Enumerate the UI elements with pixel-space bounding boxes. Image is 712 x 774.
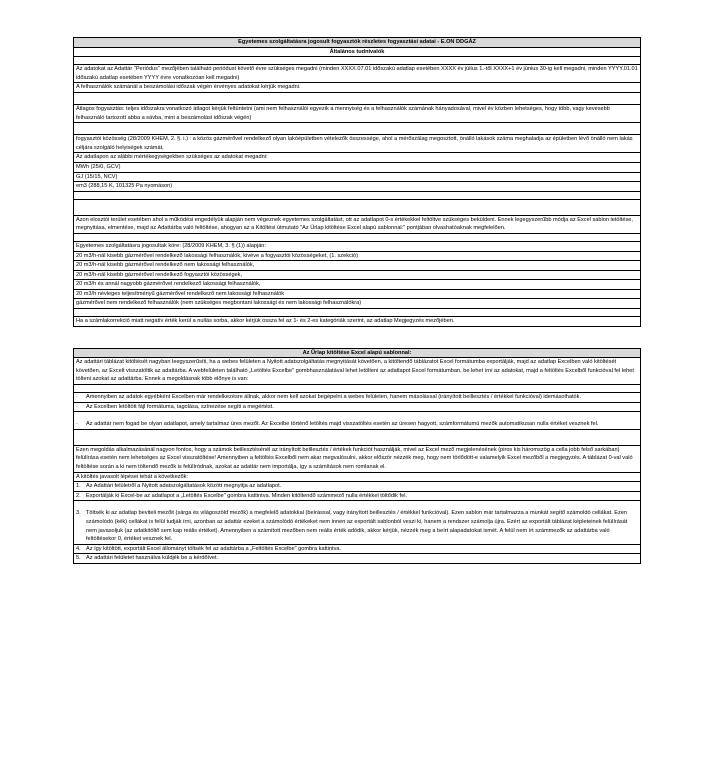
eligible-item-5: 20 m3/h névleges teljesítményű gázmérővel rendelkező nem lakossági felhasználók — [73, 290, 641, 300]
unit-mwh: MWh (25/0, GCV) — [73, 163, 641, 173]
steps-heading: A kitöltés javasolt lépései tehát a következők: — [73, 473, 641, 483]
eligible-item-1: 20 m3/h-nál kisebb gázmérővel rendelkező lakossági felhasználók, kivéve a fogyasztói közösségeket, (1. szekció) — [73, 252, 641, 262]
blank-row — [73, 123, 641, 135]
section-general-info-title: Általános tudnivalók — [73, 48, 641, 58]
advantage-2-text: Az Excelben letöltött fájl formátuma, tagolása, színezése segíti a megértést. — [86, 403, 274, 410]
advantage-2 — [73, 403, 641, 413]
distribution-area-note: Azon elosztói terület esetében ahol a működési engedélyük alapján nem végeznek egyetemes szolgáltatást, ott az adatlapot 0-s értékekkel feltöltve szükséges beküldeni. Ennek legegyszerűbb módja az Excel sablon letöltése, megnyitása, elmentése, majd az Adattárba való feltöltése, ahogyan az a Kitöltési útmutató "Az Űrlap kitöltése Excel alapú sablonnal:" pontjában olvashatóaknak megfelelően. — [73, 216, 641, 234]
user-count-note: A felhasználók számánál a beszámolási időszak végén érvényes adatokat kérjük megadni. — [73, 83, 641, 93]
step-2 — [73, 492, 641, 502]
step-3-text: Töltsék ki az adatlap beviteli mezőit (sárga és világoszöld mezők) a megfelelő adatokkal (beírással, vagy irányított beillesztés / értékkel funkcióval). Ezen sablon már tartalmazza a munkát segítő számoldó cellákat. Ezen számolódó (kék) cellákat is felül tudják írni, azonban az adattár ezeket a számolódó értékeket nem innen az exportált sablonból veszi ki, hanem a rendszer számolja újra. Ezért az exportált táblázat képleteinek felülírását nem javasoljuk (az adatkitöltő sem kap reális értéket). Amennyiben a számított mezőben nem reális érték adódik, akkor kérjük, nézzék meg a beírt alapadatokat ismét. A felül nem írt számmezők az adattárba való feltöltésekor 0, értéket vesznek fel. — [86, 510, 628, 543]
step-number: 4. — [76, 545, 81, 552]
step-3 — [73, 501, 641, 544]
eligible-item-4: 20 m3/h és annál nagyobb gázmérővel rendelkező lakossági felhasználók, — [73, 280, 641, 290]
units-note: Az adatlapon az alábbi mértékegységekben szükséges az adatokat megadni: — [73, 153, 641, 163]
bullet-icon: · — [76, 394, 78, 401]
blank-row — [73, 234, 641, 242]
step-5-text: Az adattári felületet használva küldjék be a kérdőívet. — [86, 555, 219, 562]
blank-row — [73, 57, 641, 65]
negative-value-note: Ha a számlakorrekció miatt negatív érték kerül a nullás sorba, akkor kérjük ossza fel az 1- és 2-es kategóriák szerint, az adatlap Megjegyzés mezőjében. — [73, 317, 641, 327]
sheet-title: Egyetemes szolgáltatásra jogosult fogyasztók részletes fogyasztási adatai - E.ON DDGÁZ — [73, 37, 641, 48]
step-number: 1. — [76, 483, 81, 490]
blank-row — [73, 192, 641, 200]
advantage-1-text: Amennyiben az adatok egyébként Excelben már rendelkezésre állnak, akkor nem kell azokat begépelni a webes felületen, hanem másolással (irányított beillesztés / értékkel funkcióval) idemásolhatók. — [86, 394, 582, 401]
eligible-users-heading: Egyetemes szolgáltatásra jogosultak köre: (28/2009 KHEM, 3. § (1)) alapján: — [73, 242, 641, 252]
step-1 — [73, 482, 641, 492]
unit-em3: em3 (288,15 K, 101325 Pa nyomáson) — [73, 182, 641, 192]
excel-intro: Az adattári táblázat kitöltését nagyban leegyszerűsíti, ha a webes felületen a Nyitott adatszolgáltatás megnyitását követően, a kitöltendő táblázatot Excel formátumba exportálják, majd az adatlap Excelben való kitöltését követően, az Excelt visszatöltik az adattárba. A webfelületen található „Letöltés Excelbe" gombhasználatával lehet letölteni az adatlapot Excel formátumban, be lehet írni az adatokat, majd a feltöltés Excelből funkcióval fel lehet tölteni azokat az adattárba. Ennek a megoldásnak több előnye is van: — [73, 358, 641, 385]
consumer-community-note: fogyasztói közösség (28/2009 KHEM, 2. §. i.) : a közös gázmérővel rendelkező olyan lakóépületben vételezők összessége, ahol a mérőszálag megosztott, önálló lakások száma meghaladja az épületben lévő önálló nem lakás céljára szolgáló helyiségek számát, — [73, 135, 641, 153]
blank-row — [73, 93, 641, 105]
section-gap — [73, 327, 641, 348]
period-note: Az adatokat az Adattár "Periódus" mezőjében található periódust követő évre szükséges megadni (minden XXXX.07.01 időszakú adatlap esetében XXXX év július 1.-től XXXX+1 év június 30-ig kell megadni, minden YYYY.01.01 időszakú adatlap esetében YYYY évre vonatkozóan kell megadni) — [73, 65, 641, 83]
advantage-1 — [73, 393, 641, 403]
blank-row — [73, 430, 641, 446]
step-2-text: Exportálják ki Excel-be az adatlapot a „Letöltés Excelbe" gombra kattintva. Minden kitöltendő számmező nulla értékkel töltődik fel. — [86, 492, 407, 499]
step-number: 5. — [76, 555, 81, 562]
step-1-text: Az Adattári felületről a Nyitott adatszolgáltatások között megnyitja az adatlapot. — [86, 483, 282, 490]
unit-gj: GJ (15/15, NCV) — [73, 173, 641, 183]
excel-template-title: Az Űrlap kitöltése Excel alapú sablonnal: — [73, 348, 641, 359]
step-number: 2. — [76, 492, 81, 499]
average-consumption-note: Átlagos fogyasztás: teljes időszakra vonatkozó átlagot kérjük feltüntetni (ami nem felhasználói egyezik a mennyiség és a felhasználók számának hányadosával, mivel év közben lehetséges, hogy több, vagy kevesebb felhasználó tartozott abba a sávba, mint a beszámolási időszak végén) — [73, 105, 641, 123]
eligible-item-6: gázmérővel nem rendelkező felhasználók (nem szükséges megbontani lakossági és nem lakossági felhasználókra) — [73, 299, 641, 309]
step-number: 3. — [76, 510, 81, 517]
advantage-3 — [73, 412, 641, 430]
blank-row — [73, 385, 641, 393]
bullet-icon: · — [76, 421, 78, 428]
step-4-text: Az így kitöltött, exportált Excel állományt töltsék fel az adattárba a „Feltöltés Excelbe" gombra kattintva. — [86, 545, 342, 552]
blank-row — [73, 200, 641, 216]
paste-special-warning: Ezen megoldás alkalmazásánál nagyon fontos, hogy a számok beillesztésénél az irányított beillesztés / értékek funkciót használják, mivel az Excel mező megjelenésének (piros kis háromszög a cella jobb felső sarkában) felülírása esetén nem lehetséges az Excel visszatöltése! Amennyiben a feltöltés Excelből nem akar megvalósulni, akkor először nézzék meg, hogy nem törlődött-e valamelyik Excel mezőből a megjegyzés. A táblázat 0-val való feltöltése során a ki nem töltendő mezők is felülíródnak, azokat az adattár nem importálja, így a számítások nem romlanak el. — [73, 446, 641, 473]
eligible-item-2: 20 m3/h-nál kisebb gázmérővel rendelkező nem lakossági felhasználók, — [73, 261, 641, 271]
step-5 — [73, 554, 641, 564]
eligible-item-3: 20 m3/h-nál kisebb gázmérővel rendelkező fogyasztói közösségek, — [73, 271, 641, 281]
advantage-3-text: Az adattár nem fogad be olyan adatlapot, amely tartalmaz üres mezőt. Az Excelbe történő letöltés majd visszatöltés esetén az üresen hagyott, számformátumú mezők automatikusan nulla értéket vesznek fel. — [86, 421, 599, 428]
step-4 — [73, 545, 641, 555]
bullet-icon: · — [76, 403, 78, 410]
blank-row — [73, 309, 641, 317]
instructions-sheet — [73, 37, 641, 564]
